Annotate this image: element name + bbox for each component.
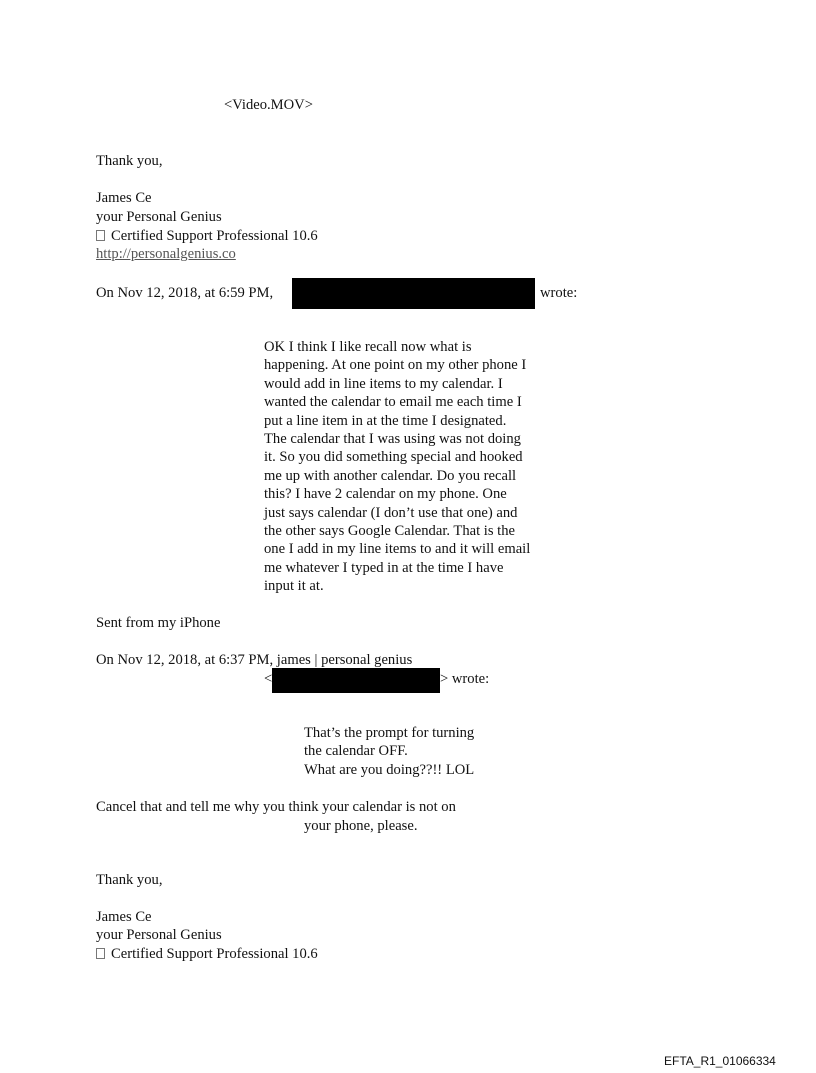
sig1-cert [96, 227, 318, 245]
sig1-role: your Personal Genius [96, 209, 222, 225]
message-line: the other says Google Calendar. That is the [264, 522, 516, 539]
sig1-cert-text: Certified Support Professional 10.6 [111, 228, 318, 244]
message-line: me whatever I typed in at the time I have [264, 559, 504, 576]
message-line: put a line item in at the time I designated. [264, 412, 507, 429]
message-line: input it at. [264, 578, 324, 595]
message-paragraph [264, 338, 530, 595]
reply2-close: > wrote: [440, 671, 490, 687]
sig1-link[interactable]: http://personalgenius.co [96, 246, 236, 262]
sig2-role: your Personal Genius [96, 927, 222, 943]
box-glyph-icon [96, 230, 105, 241]
message-line: wanted the calendar to email me each time I [264, 394, 522, 411]
quote-line: That’s the prompt for turning [304, 725, 475, 741]
reply2-open: < [264, 671, 273, 687]
reply1-suffix: wrote: [540, 285, 578, 301]
attachment-name: <Video.MOV> [224, 97, 313, 113]
message-line: me up with another calendar. Do you recall [264, 467, 517, 484]
reply2-line1: On Nov 12, 2018, at 6:37 PM, james | personal genius [96, 652, 413, 668]
quote-paragraph [304, 724, 474, 779]
message-line: happening. At one point on my other phone I [264, 357, 527, 374]
sig2-cert [96, 945, 318, 963]
sig1-name: James Ce [96, 190, 152, 206]
message-line: The calendar that I was using was not doing [264, 430, 521, 447]
message-line: this? I have 2 calendar on my phone. One [264, 486, 507, 503]
sig2-name: James Ce [96, 909, 152, 925]
redaction-box [292, 278, 535, 309]
sig2-cert-text: Certified Support Professional 10.6 [111, 946, 318, 962]
message-line: OK I think I like recall now what is [264, 339, 472, 355]
sig1-thanks: Thank you, [96, 153, 163, 169]
message-line: just says calendar (I don’t use that one) and [264, 504, 518, 521]
message-line: one I add in my line items to and it will email [264, 541, 531, 558]
reply1-prefix: On Nov 12, 2018, at 6:59 PM, [96, 285, 274, 301]
document-id: EFTA_R1_01066334 [664, 1054, 776, 1068]
cancel-line2: your phone, please. [304, 818, 418, 834]
cancel-line1: Cancel that and tell me why you think your calendar is not on [96, 799, 456, 815]
quote-line: the calendar OFF. [304, 743, 408, 760]
sig2-thanks: Thank you, [96, 872, 163, 888]
quote-line: What are you doing??!! LOL [304, 761, 475, 778]
box-glyph-icon [96, 948, 105, 959]
message-line: would add in line items to my calendar. I [264, 375, 503, 392]
message-line: it. So you did something special and hooked [264, 449, 523, 466]
redaction-box [272, 668, 440, 693]
sent-from: Sent from my iPhone [96, 615, 221, 631]
